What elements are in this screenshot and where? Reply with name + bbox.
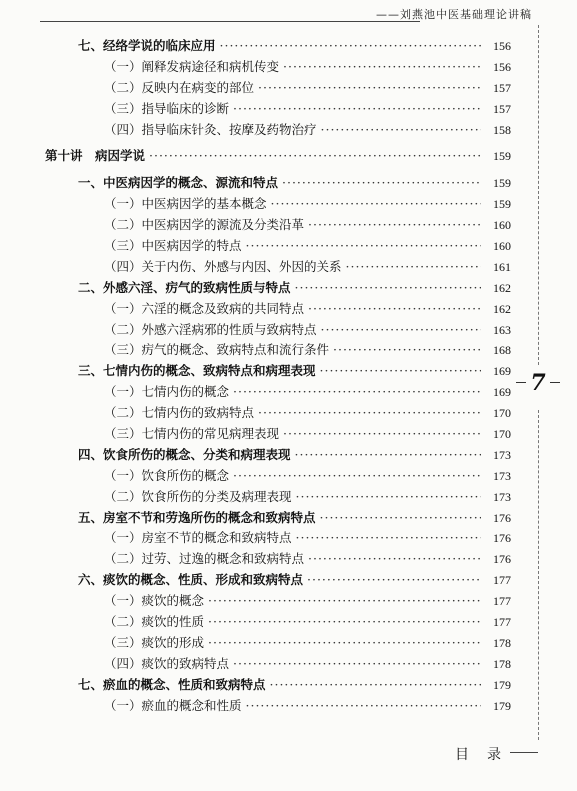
dot-leader <box>149 148 481 163</box>
dot-leader <box>320 510 481 525</box>
toc-entry-sub[interactable] <box>0 299 577 320</box>
dot-leader <box>296 489 481 504</box>
toc-entry-title: （三）中医病因学的特点 <box>104 238 242 254</box>
toc-entry-title: （一）痰饮的概念 <box>104 593 205 609</box>
toc-entry-section[interactable] <box>0 445 577 466</box>
toc-entry-title: （四）关于内伤、外感与内因、外因的关系 <box>104 258 342 274</box>
toc-entry-page: 160 <box>493 239 511 254</box>
toc-entry-title: （三）指导临床的诊断 <box>104 100 230 116</box>
toc-entry-title: （三）疠气的概念、致病特点和流行条件 <box>104 342 330 358</box>
toc-entry-title: 四、饮食所伤的概念、分类和病理表现 <box>78 446 291 462</box>
toc-entry-title: （三）七情内伤的常见病理表现 <box>104 426 280 442</box>
toc-entry-page: 160 <box>493 218 511 233</box>
toc-entry-chapter[interactable] <box>0 146 577 167</box>
footer-label: 目录 <box>455 747 519 763</box>
dot-leader <box>308 301 481 316</box>
toc-entry-title: （二）反映内在病变的部位 <box>104 79 255 95</box>
toc-entry-sub[interactable] <box>0 696 577 717</box>
toc-entry-sub[interactable] <box>0 382 577 403</box>
dot-leader <box>246 698 481 713</box>
toc-entry-section[interactable] <box>0 675 577 696</box>
toc-entry-page: 161 <box>493 259 511 274</box>
dot-leader <box>346 259 481 274</box>
toc-entry-sub[interactable] <box>0 528 577 549</box>
toc-entry-page: 176 <box>493 531 511 546</box>
toc-entry-page: 169 <box>493 385 511 400</box>
running-head: ——刘燕池中医基础理论讲稿 <box>376 8 532 21</box>
toc-entry-sub[interactable] <box>0 340 577 361</box>
header-rule <box>40 21 420 22</box>
toc-entry-sub[interactable] <box>0 466 577 487</box>
toc-entry-sub[interactable] <box>0 487 577 508</box>
toc-entry-page: 179 <box>493 698 511 713</box>
toc-entry-title: （二）中医病因学的源流及分类沿革 <box>104 217 305 233</box>
toc-entry-title: （三）痰饮的形成 <box>104 634 205 650</box>
toc-entry-page: 170 <box>493 406 511 421</box>
toc-entry-title: （一）阐释发病途径和病机传变 <box>104 58 280 74</box>
toc-entry-page: 157 <box>493 80 511 95</box>
toc-entry-sub[interactable] <box>0 194 577 215</box>
toc-entry-title: 五、房室不节和劳逸所伤的概念和致病特点 <box>78 509 316 525</box>
dot-leader <box>296 530 481 545</box>
toc-entry-section[interactable] <box>0 173 577 194</box>
toc-entry-page: 173 <box>493 447 511 462</box>
toc-entry-sub[interactable] <box>0 215 577 236</box>
dot-leader <box>333 342 481 357</box>
toc-entry-sub[interactable] <box>0 257 577 278</box>
toc-entry-title: 七、瘀血的概念、性质和致病特点 <box>78 676 266 692</box>
toc-entry-page: 159 <box>493 197 511 212</box>
toc-entry-page: 178 <box>493 656 511 671</box>
dot-leader <box>208 593 481 608</box>
toc-entry-sub[interactable] <box>0 120 577 141</box>
toc-entry-sub[interactable] <box>0 549 577 570</box>
dot-leader <box>283 426 481 441</box>
toc-entry-title: （二）饮食所伤的分类及病理表现 <box>104 488 292 504</box>
dot-leader <box>320 363 481 378</box>
dot-leader <box>258 80 481 95</box>
toc-entry-page: 176 <box>493 510 511 525</box>
toc-entry-title: 一、中医病因学的概念、源流和特点 <box>78 175 279 191</box>
toc-entry-page: 156 <box>493 59 511 74</box>
dot-leader <box>271 196 481 211</box>
toc-entry-section[interactable] <box>0 36 577 57</box>
toc-entry-section[interactable] <box>0 570 577 591</box>
dot-leader <box>307 572 481 587</box>
toc-entry-page: 179 <box>493 677 511 692</box>
dot-leader <box>258 405 481 420</box>
toc-entry-title: （二）痰饮的性质 <box>104 614 205 630</box>
toc-entry-title: （二）过劳、过逸的概念和致病特点 <box>104 551 305 567</box>
toc-entry-title: 第十讲 病因学说 <box>45 148 146 164</box>
toc-entry-page: 158 <box>493 122 511 137</box>
toc-entry-title: 七、经络学说的临床应用 <box>78 38 216 53</box>
dot-leader <box>270 677 481 692</box>
toc-entry-page: 177 <box>493 615 511 630</box>
dot-leader <box>233 656 481 671</box>
toc-entry-page: 162 <box>493 280 511 295</box>
toc-entry-page: 176 <box>493 552 511 567</box>
toc-entry-title: （四）指导临床针灸、按摩及药物治疗 <box>104 121 317 137</box>
toc-entry-section[interactable] <box>0 278 577 299</box>
toc-entry-page: 173 <box>493 489 511 504</box>
toc-entry-title: （一）七情内伤的概念 <box>104 384 230 400</box>
toc-entry-sub[interactable] <box>0 57 577 78</box>
toc-entry-page: 173 <box>493 468 511 483</box>
toc-entry-title: 六、痰饮的概念、性质、形成和致病特点 <box>78 572 304 588</box>
toc-entry-title: （一）房室不节的概念和致病特点 <box>104 530 292 546</box>
toc-entry-sub[interactable] <box>0 403 577 424</box>
toc-entry-sub[interactable] <box>0 78 577 99</box>
dot-leader <box>220 38 481 53</box>
toc-entry-title: 三、七情内伤的概念、致病特点和病理表现 <box>78 363 316 379</box>
dot-leader <box>233 384 481 399</box>
toc-entry-sub[interactable] <box>0 99 577 120</box>
toc-entry-title: （一）瘀血的概念和性质 <box>104 697 242 713</box>
dot-leader <box>246 238 481 253</box>
footer-rule <box>510 752 538 753</box>
dot-leader <box>295 280 481 295</box>
toc-entry-page: 168 <box>493 343 511 358</box>
toc-entry-sub[interactable] <box>0 591 577 612</box>
dot-leader <box>208 614 481 629</box>
toc-entry-sub[interactable] <box>0 612 577 633</box>
page-number: 7 <box>530 370 546 396</box>
toc-entry-section[interactable] <box>0 361 577 382</box>
running-head-text: 刘燕池中医基础理论讲稿 <box>400 8 532 21</box>
dot-leader <box>321 122 481 137</box>
dot-leader <box>283 59 481 74</box>
toc-entry-title: （二）七情内伤的致病特点 <box>104 405 255 421</box>
dot-leader <box>308 217 481 232</box>
dot-leader <box>321 322 481 337</box>
toc-entry-page: 159 <box>493 176 511 191</box>
toc-entry-page: 170 <box>493 427 511 442</box>
toc-entry-title: （二）外感六淫病邪的性质与致病特点 <box>104 321 317 337</box>
table-of-contents <box>0 36 577 717</box>
toc-entry-title: 二、外感六淫、疠气的致病性质与特点 <box>78 279 291 295</box>
toc-entry-page: 178 <box>493 635 511 650</box>
toc-entry-sub[interactable] <box>0 320 577 341</box>
toc-entry-page: 177 <box>493 573 511 588</box>
toc-entry-page: 163 <box>493 322 511 337</box>
toc-entry-section[interactable] <box>0 508 577 529</box>
dot-leader <box>233 468 481 483</box>
toc-entry-page: 156 <box>493 39 511 53</box>
toc-entry-title: （一）中医病因学的基本概念 <box>104 196 267 212</box>
toc-entry-sub[interactable] <box>0 236 577 257</box>
toc-entry-sub[interactable] <box>0 654 577 675</box>
toc-entry-title: （一）六淫的概念及致病的共同特点 <box>104 300 305 316</box>
toc-entry-title: （四）痰饮的致病特点 <box>104 655 230 671</box>
dot-leader <box>282 175 481 190</box>
toc-entry-page: 169 <box>493 364 511 379</box>
toc-entry-page: 162 <box>493 301 511 316</box>
toc-entry-title: （一）饮食所伤的概念 <box>104 467 230 483</box>
dot-leader <box>295 447 481 462</box>
toc-entry-page: 159 <box>493 149 511 164</box>
toc-entry-sub[interactable] <box>0 424 577 445</box>
toc-entry-page: 177 <box>493 594 511 609</box>
toc-entry-sub[interactable] <box>0 633 577 654</box>
toc-entry-page: 157 <box>493 101 511 116</box>
dot-leader <box>308 551 481 566</box>
dot-leader <box>233 101 481 116</box>
dot-leader <box>208 635 481 650</box>
